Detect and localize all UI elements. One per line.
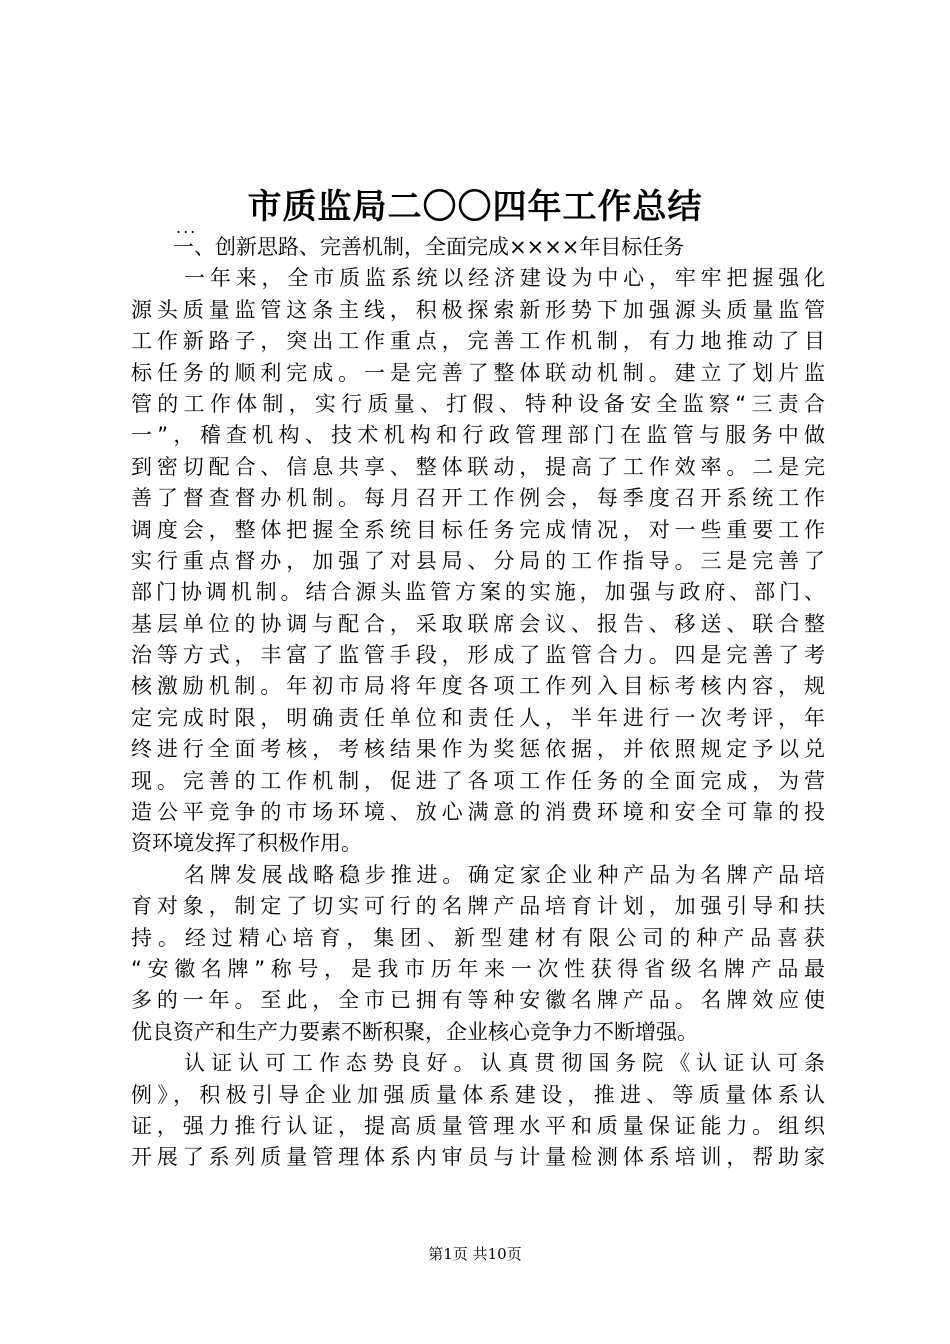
body-line: 核激励机制。年初市局将年度各项工作列入目标考核内容，规 [131, 674, 825, 699]
page-footer: 第1页 共10页 [428, 1245, 522, 1263]
body-line: 证，强力推行认证，提高质量管理水平和质量保证能力。组织 [131, 1113, 825, 1138]
body-line: 一”，稽查机构、技术机构和行政管理部门在监管与服务中做 [131, 423, 825, 448]
body-line: 优良资产和生产力要素不断积聚，企业核心竞争力不断增强。 [131, 1019, 698, 1044]
body-line: 一年来，全市质监系统以经济建设为中心，牢牢把握强化 [184, 266, 825, 291]
body-line: 治等方式，丰富了监管手段，形成了监管合力。四是完善了考 [131, 643, 825, 668]
body-line: 持。经过精心培育，集团、新型建材有限公司的种产品喜获 [131, 925, 825, 950]
body-line: 管的工作体制，实行质量、打假、特种设备安全监察“三责合 [131, 391, 825, 416]
body-line: 调度会，整体把握全系统目标任务完成情况，对一些重要工作 [131, 517, 825, 542]
body-line: 善了督查督办机制。每月召开工作例会，每季度召开系统工作 [131, 486, 825, 511]
document-title: 市质监局二〇〇四年工作总结 [247, 187, 703, 227]
body-line: 名牌发展战略稳步推进。确定家企业种产品为名牌产品培 [184, 862, 825, 887]
document-body [131, 232, 825, 1174]
body-line: 多的一年。至此，全市已拥有等种安徽名牌产品。名牌效应使 [131, 988, 825, 1013]
body-line: 育对象，制定了切实可行的名牌产品培育计划，加强引导和扶 [131, 894, 825, 919]
ellipsis-mark: ... [176, 218, 198, 237]
body-line: 工作新路子，突出工作重点，完善工作机制，有力地推动了目 [131, 329, 825, 354]
body-line: 开展了系列质量管理体系内审员与计量检测体系培训，帮助家 [131, 1145, 825, 1170]
body-line: 实行重点督办，加强了对县局、分局的工作指导。三是完善了 [131, 548, 825, 573]
section-heading: 一、创新思路、完善机制，全面完成××××年目标任务 [173, 235, 685, 259]
body-line: 资环境发挥了积极作用。 [131, 831, 362, 856]
body-line: 现。完善的工作机制，促进了各项工作任务的全面完成，为营 [131, 768, 825, 793]
body-line: 定完成时限，明确责任单位和责任人，半年进行一次考评，年 [131, 705, 825, 730]
body-line: 终进行全面考核，考核结果作为奖惩依据，并依照规定予以兑 [131, 737, 825, 762]
body-line: 造公平竞争的市场环境、放心满意的消费环境和安全可靠的投 [131, 800, 825, 825]
body-line: 到密切配合、信息共享、整体联动，提高了工作效率。二是完 [131, 454, 825, 479]
body-line: 认证认可工作态势良好。认真贯彻国务院《认证认可条 [184, 1051, 825, 1076]
body-line: “安徽名牌”称号，是我市历年来一次性获得省级名牌产品最 [131, 956, 825, 981]
body-line: 标任务的顺利完成。一是完善了整体联动机制。建立了划片监 [131, 360, 825, 385]
body-line: 例》，积极引导企业加强质量体系建设，推进、等质量体系认 [131, 1082, 825, 1107]
body-line: 源头质量监管这条主线，积极探索新形势下加强源头质量监管 [131, 297, 825, 322]
body-line: 部门协调机制。结合源头监管方案的实施，加强与政府、部门、 [131, 580, 825, 605]
body-line: 基层单位的协调与配合，采取联席会议、报告、移送、联合整 [131, 611, 825, 636]
